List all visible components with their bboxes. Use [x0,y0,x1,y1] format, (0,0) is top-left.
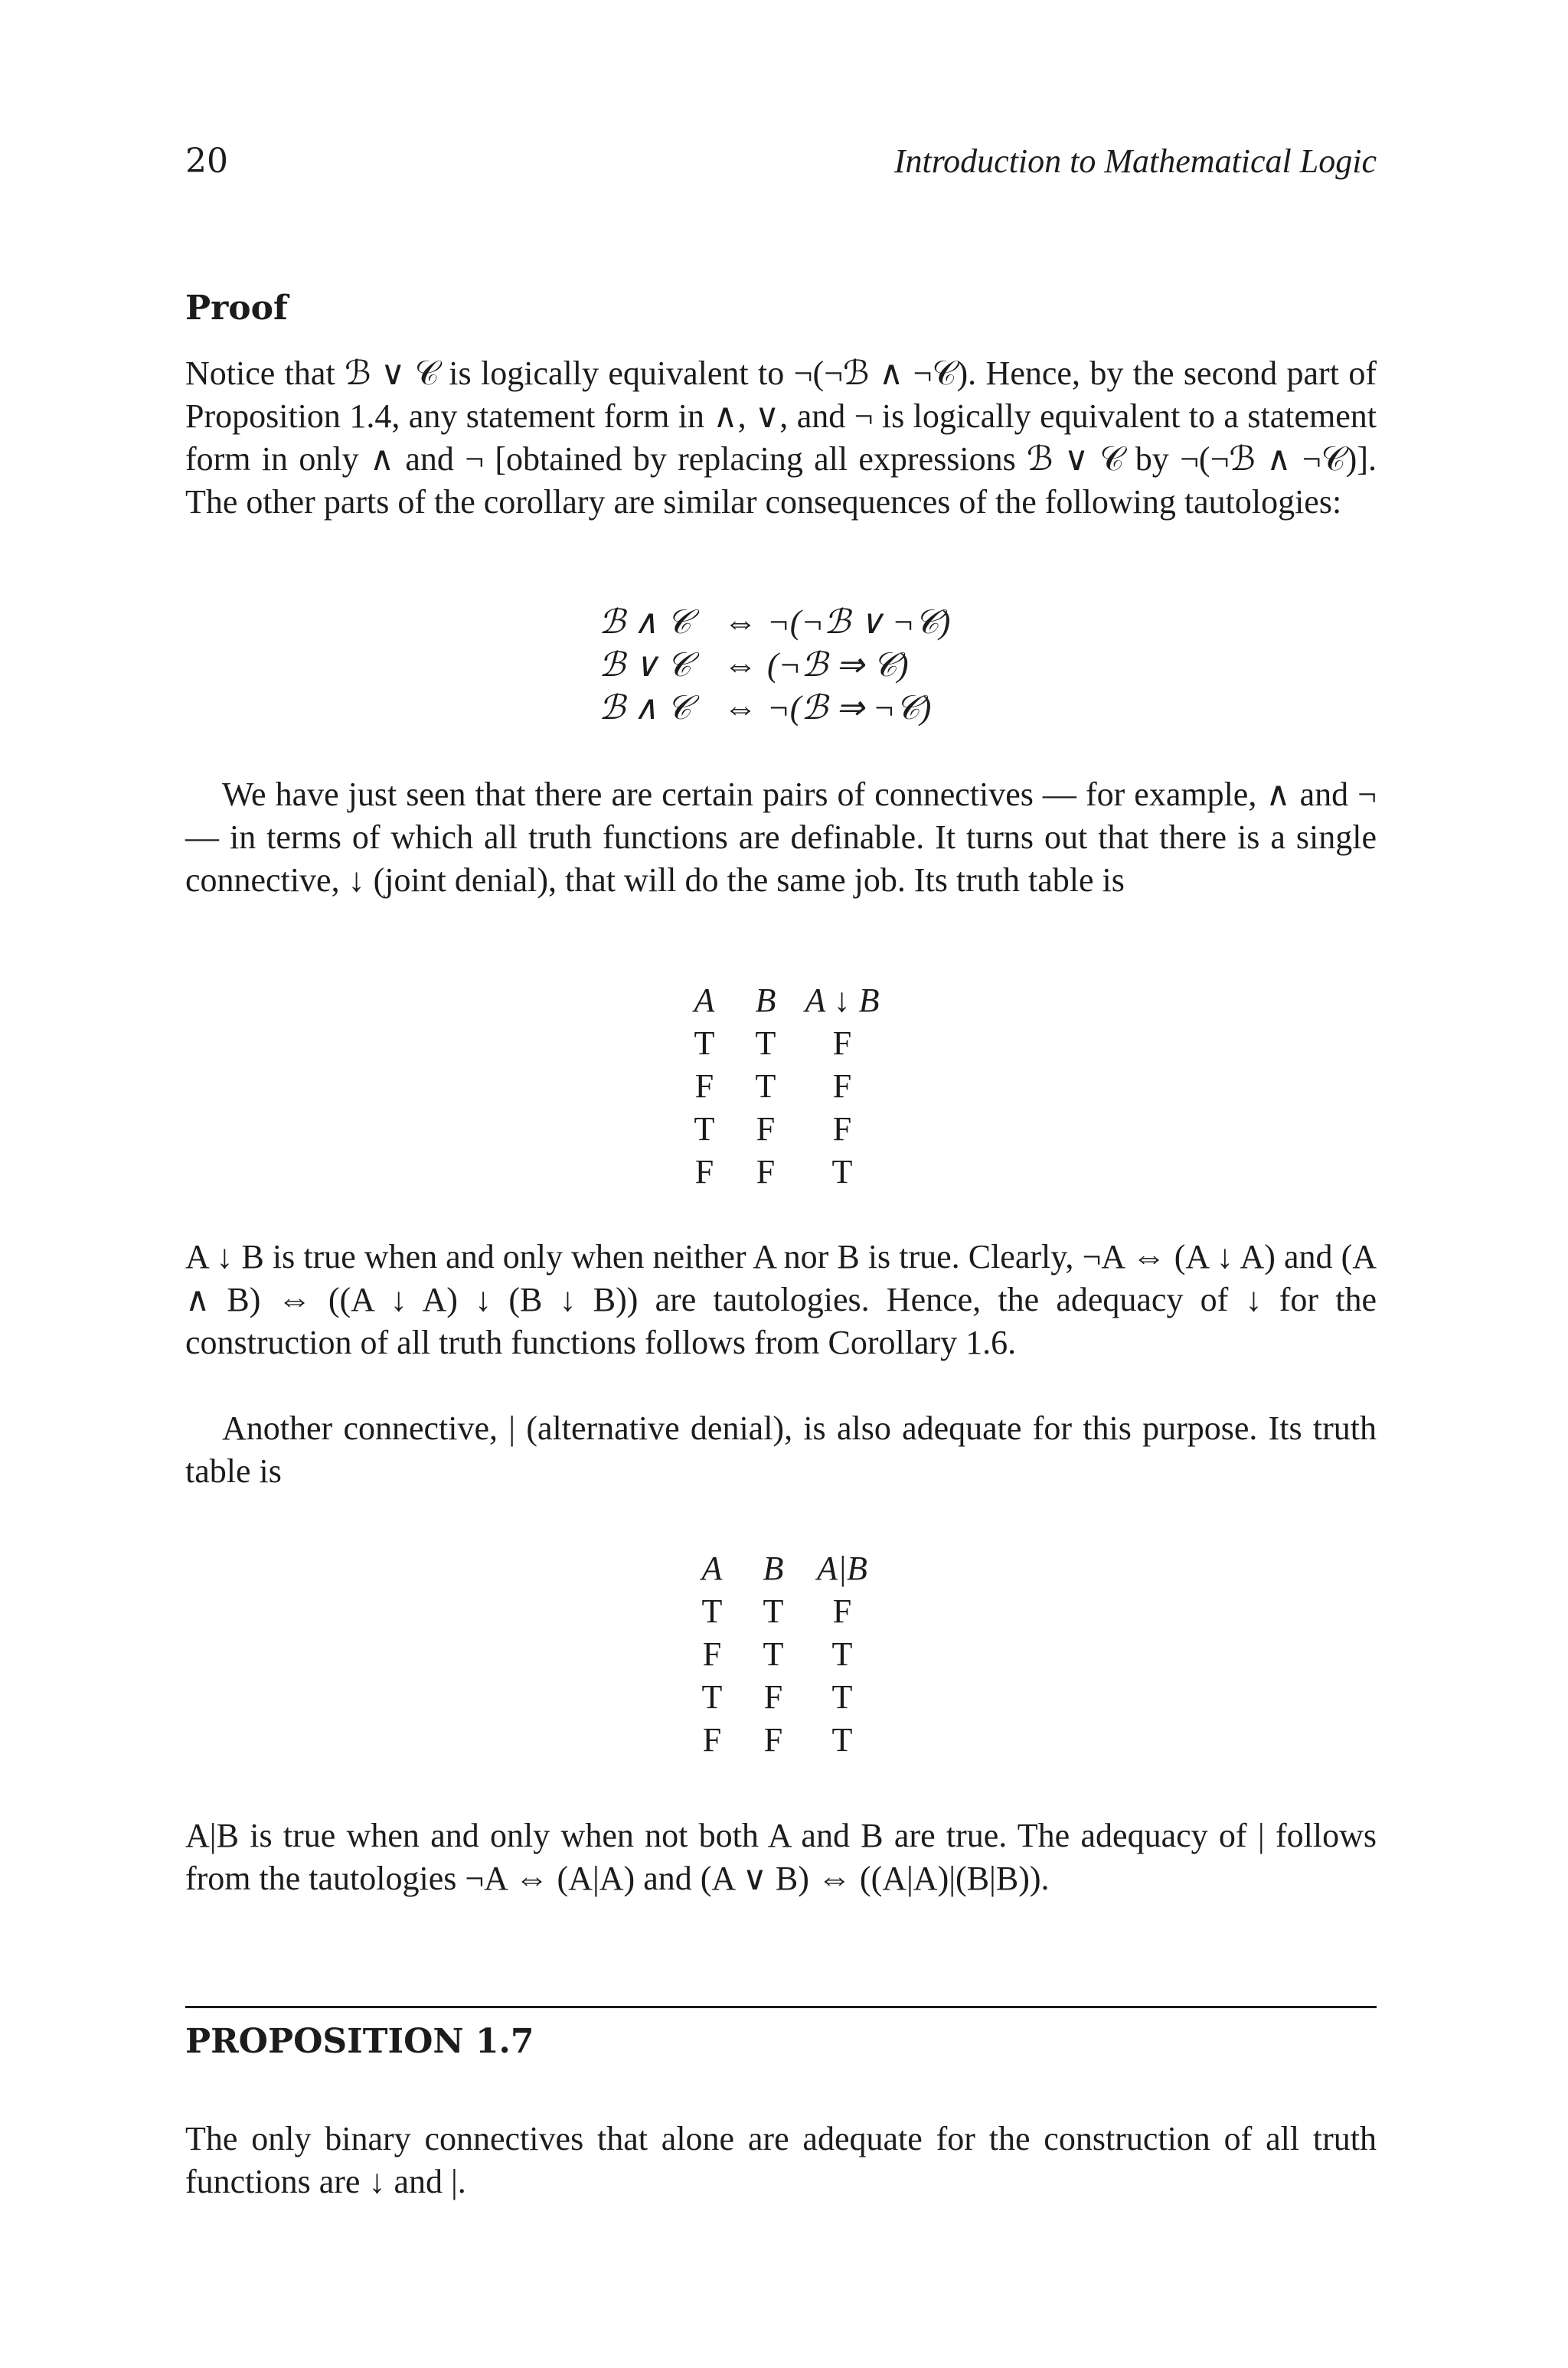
column-header: A|B [817,1549,867,1587]
tautology-row [599,601,950,644]
proposition-heading: PROPOSITION 1.7 [185,2022,534,2061]
table-cell: F [702,1635,722,1673]
column-header: A [694,981,715,1019]
table-row [674,1064,888,1107]
table-cell: F [702,1720,722,1759]
tautology-list [599,601,950,730]
column-header: B [763,1549,784,1587]
column-header: A [701,1549,723,1587]
joint-denial-intro: We have just seen that there are certain pairs of connectives — for example, ∧ and ¬ — in terms of which all truth functions are definable. It turns out that there is a single connective, ↓ (joint denial), that will do the same job. Its truth table is [185,776,1377,899]
alternative-denial-truth-table [681,1547,880,1761]
table-cell: F [756,1152,776,1191]
joint-denial-truth-table [674,978,888,1193]
proof-text: Notice that ℬ ∨ 𝒞 is logically equivalent to ¬(¬ℬ ∧ ¬𝒞). Hence, by the second part of Proposition 1.4, any statement form in ∧, ∨, and ¬ is logically equivalent to a statement form in only ∧ and ¬ [obtained by replacing all expressions ℬ ∨ 𝒞 by ¬(¬ℬ ∧ ¬𝒞)]. The other parts of the corollary are similar consequences of the following tautologies: [185,354,1377,521]
alternative-denial-explanation: A|B is true when and only when not both A and B are true. The adequacy of | follows from the tautologies ¬A ⇔ (A|A) and (A ∨ B) ⇔ ((A|A)|(B|B)). [185,1817,1377,1897]
table-cell: F [756,1109,776,1148]
table-cell: F [832,1024,852,1062]
section-divider [185,2006,1377,2008]
table-cell: T [763,1635,784,1673]
table-cell: F [832,1066,852,1105]
table-cell: T [755,1024,776,1062]
proof-paragraph [185,352,1377,524]
table-row [681,1675,880,1718]
column-header: A ↓ B [805,981,880,1019]
proof-heading: Proof [185,289,288,328]
table-cell: F [832,1592,852,1630]
table-cell: F [832,1109,852,1148]
tautology-rhs: (¬ℬ ⇒ 𝒞) [767,646,909,684]
table-cell: F [694,1066,714,1105]
table-cell: T [831,1677,853,1716]
table-cell: T [701,1677,723,1716]
table-cell: F [763,1720,783,1759]
table-cell: T [831,1152,853,1191]
running-title: Introduction to Mathematical Logic [893,142,1377,180]
table-header-row [674,978,888,1021]
table-row [681,1718,880,1761]
tautology-lhs: ℬ ∨ 𝒞 [599,646,691,684]
table-cell: T [755,1066,776,1105]
proposition-text: The only binary connectives that alone are adequate for the construction of all truth functions are ↓ and |. [185,2120,1377,2200]
column-header: B [755,981,776,1019]
table-row [674,1021,888,1064]
table-cell: T [831,1635,853,1673]
alternative-denial-after-block [185,1814,1377,1900]
equivalence-symbol: ⇔ [724,646,757,684]
table-cell: T [694,1024,715,1062]
alternative-denial-intro: Another connective, | (alternative denial), is also adequate for this purpose. Its truth table is [185,1409,1377,1490]
tautology-rhs: ¬(ℬ ⇒ ¬𝒞) [767,689,932,727]
joint-denial-explanation: A ↓ B is true when and only when neither A nor B is true. Clearly, ¬A ⇔ (A ↓ A) and (A ∧ B) ⇔ ((A ↓ A) ↓ (B ↓ B)) are tautologies. Hence, the adequacy of ↓ for the construction of all truth functions follows from Corollary 1.6. [185,1238,1377,1361]
alternative-denial-intro-block [185,1407,1377,1493]
table-row [681,1632,880,1675]
equivalence-symbol: ⇔ [724,603,757,641]
table-row [681,1589,880,1632]
tautology-row [599,644,950,687]
tautology-lhs: ℬ ∧ 𝒞 [599,603,691,641]
table-header-row [681,1547,880,1589]
tautology-rhs: ¬(¬ℬ ∨ ¬𝒞) [767,603,951,641]
joint-denial-intro-block [185,773,1377,902]
table-cell: T [763,1592,784,1630]
table-cell: T [831,1720,853,1759]
page-number: 20 [185,142,228,181]
table-cell: F [763,1677,783,1716]
table-cell: T [694,1109,715,1148]
table-cell: F [694,1152,714,1191]
table-row [674,1107,888,1150]
equivalence-symbol: ⇔ [724,689,757,727]
joint-denial-after-block [185,1236,1377,1364]
table-row [674,1150,888,1193]
table-cell: T [701,1592,723,1630]
tautology-lhs: ℬ ∧ 𝒞 [599,689,691,727]
proposition-block [185,2118,1377,2203]
tautology-row [599,687,950,730]
